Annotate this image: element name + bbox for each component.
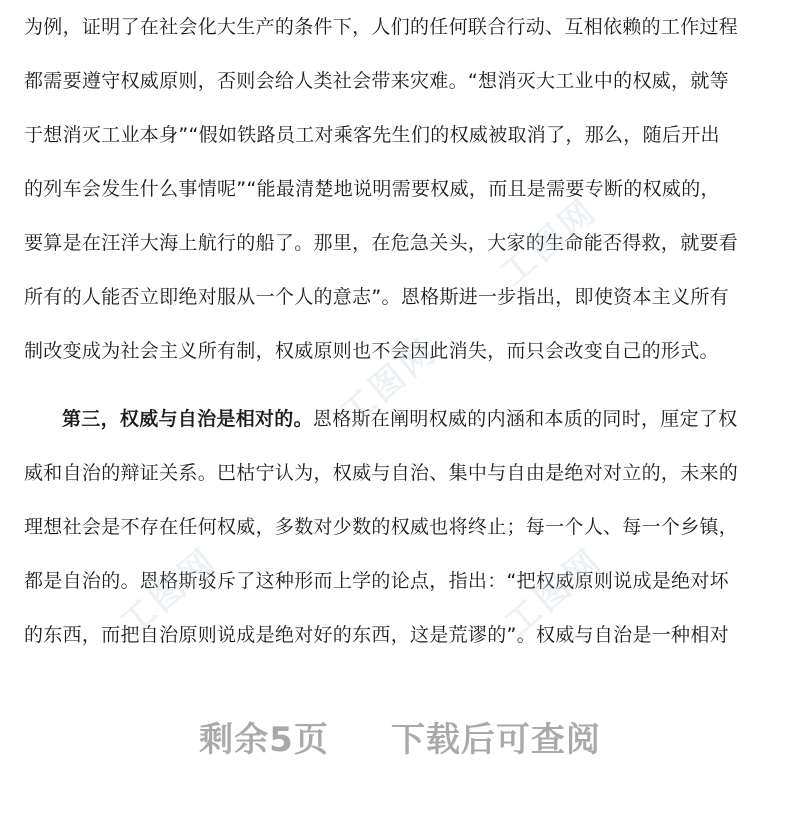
download-to-view-label[interactable]: 下载后可查阅: [390, 720, 601, 760]
heading-line-rest: 恩格斯在阐明权威的内涵和本质的同时，厘定了权: [312, 408, 738, 430]
download-prompt-bar[interactable]: [0, 712, 800, 761]
text-line: 于想消灭工业本身”“假如铁路员工对乘客先生们的权威被取消了，那么，随后开出: [24, 124, 720, 146]
remaining-pages-label[interactable]: 剩余5页: [199, 720, 329, 760]
text-line: 的东西，而把自治原则说成是绝对好的东西，这是荒谬的”。权威与自治是一种相对: [24, 624, 729, 646]
watermark: 工图网: [492, 190, 606, 295]
section-heading: 第三，权威与自治是相对的。: [62, 408, 313, 430]
text-line: 都需要遵守权威原则，否则会给人类社会带来灾难。“想消灭大工业中的权威，就等: [24, 70, 729, 92]
text-line: 都是自治的。恩格斯驳斥了这种形而上学的论点，指出：“把权威原则说成是绝对坏: [24, 570, 729, 592]
text-line: 为例，证明了在社会化大生产的条件下，人们的任何联合行动、互相依赖的工作过程: [24, 16, 739, 38]
watermark: 工图网: [332, 330, 446, 435]
watermark: 工图网: [497, 540, 611, 645]
text-line: 威和自治的辩证关系。巴枯宁认为，权威与自治、集中与自由是绝对对立的，未来的: [24, 462, 739, 484]
text-line: 理想社会是不存在任何权威，多数对少数的权威也将终止；每一个人、每一个乡镇，: [24, 516, 739, 538]
paragraph-1: [24, 14, 780, 392]
text-line: 要算是在汪洋大海上航行的船了。那里，在危急关头，大家的生命能否得救，就要看: [24, 232, 739, 254]
watermark: 工图网: [112, 540, 226, 645]
text-line: 制改变成为社会主义所有制，权威原则也不会因此消失，而只会改变自己的形式。: [24, 340, 719, 362]
text-line: 的列车会发生什么事情呢”“能最清楚地说明需要权威，而且是需要专断的权威的，: [24, 178, 720, 200]
text-line: 所有的人能否立即绝对服从一个人的意志”。恩格斯进一步指出，即使资本主义所有: [24, 286, 729, 308]
paragraph-2: [24, 406, 780, 676]
document-body: [24, 14, 780, 676]
text-line: [24, 406, 780, 460]
